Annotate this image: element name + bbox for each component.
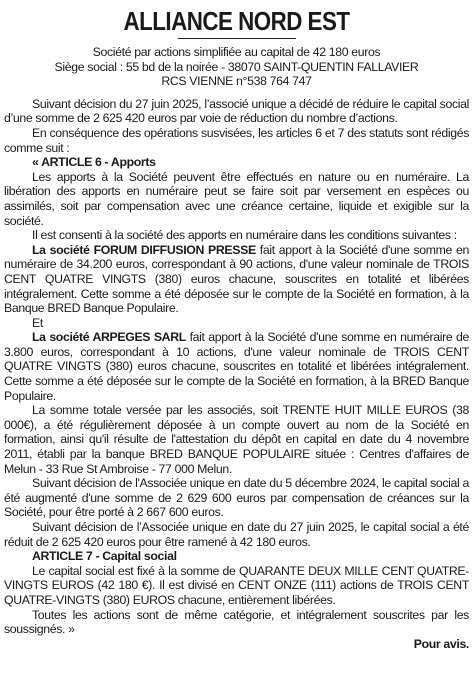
paragraph-apports: Les apports à la Société peuvent être effectués en nature ou en numéraire. La libération des apports en numéraire peut se faire soit par versement en espèces ou assimilés, soit par compensation avec une créance certaine, liquide et exigible sur la société. <box>4 169 469 228</box>
paragraph-conditions: Il est consenti à la société des apports en numéraire dans les conditions suivantes : <box>32 228 457 243</box>
paragraph-total: La somme totale versée par les associés, soit TRENTE HUIT MILLE EUROS (38 000€), a été régulièrement déposée à un compte ouvert au nom de la Société en formation, ainsi qu'il résulte de l'attestation du dépôt en capital en date du 4 novembre 2011, établi par la banque BRED BANQUE POPULAIRE située : Centres d'affaires de Melun - 33 Rue St Ambroise - 77 000 Melun. <box>4 403 469 476</box>
company-details <box>4 45 469 89</box>
rcs-number: RCS VIENNE n°538 764 747 <box>161 74 312 89</box>
title-divider <box>178 38 296 39</box>
paragraph-decision: Suivant décision du 27 juin 2025, l’associé unique a décidé de réduire le capital social d’une somme de 2 625 420 euros par voie de réduction du nombre d’actions. <box>4 96 469 126</box>
forum-diffusion-text: fait apport à la Société d'une somme en numéraire de 34.200 euros, correspondant à 90 actions, d'une valeur nominale de TROIS CENT QUATRE VINGTS (380) euros chacune, souscrites en totalité et libérées intégralement. Cette somme a été déposée sur le compte de la Société en formation, à la Banque BRED Banque Populaire. <box>4 242 469 316</box>
paragraph-et: Et <box>32 315 43 330</box>
paragraph-arpeges <box>4 330 469 403</box>
signoff: Pour avis. <box>413 636 469 651</box>
paragraph-increase: Suivant décision de l'Associée unique en date du 5 décembre 2024, le capital social a été augmenté d'une somme de 2 629 600 euros par compensation de créances sur la Société, pour être porté à 2 667 600 euros. <box>4 476 469 520</box>
paragraph-shares: Toutes les actions sont de même catégorie, et intégralement souscrites par les soussignés. » <box>4 607 469 637</box>
arpeges-text: fait apport à la Société d'une somme en numéraire de 3.800 euros, correspondant à 10 actions, d'une valeur nominale de TROIS CENT QUATRE VINGTS (380) euros chacune, souscrites en totalité et libérées intégralement. Cette somme a été déposée sur le compte de la Société en formation, à la BRED Banque Populaire. <box>4 330 469 403</box>
article-6-heading: « ARTICLE 6 - Apports <box>32 155 156 170</box>
article-7-heading: ARTICLE 7 - Capital social <box>32 549 177 564</box>
company-arpeges: La société ARPEGES SARL <box>32 330 186 345</box>
paragraph-forum-diffusion <box>4 243 469 316</box>
paragraph-capital: Le capital social est fixé à la somme de QUARANTE DEUX MILLE CENT QUATRE-VINGTS EUROS (42 180 €). Il est divisé en CENT ONZE (111) actions de TROIS CENT QUATRE-VINGTS (380) EUROS chacune, entièrement libérées. <box>4 563 469 607</box>
paragraph-consequence: En conséquence des opérations susvisées, les articles 6 et 7 des statuts sont rédigés comme suit : <box>4 125 469 155</box>
legal-form: Société par actions simplifiée au capital de 42 180 euros <box>92 45 381 59</box>
paragraph-reduction: Suivant décision de l’Associée unique en date du 27 juin 2025, le capital social a été réduit de 2 625 420 euros pour être ramené à 42 180 euros. <box>4 520 469 549</box>
registered-office: Siège social : 55 bd de la noirée - 38070 SAINT-QUENTIN FALLAVIER <box>54 59 419 74</box>
company-title: ALLIANCE NORD EST <box>123 6 350 36</box>
company-forum-diffusion: La société FORUM DIFFUSION PRESSE <box>32 242 256 257</box>
